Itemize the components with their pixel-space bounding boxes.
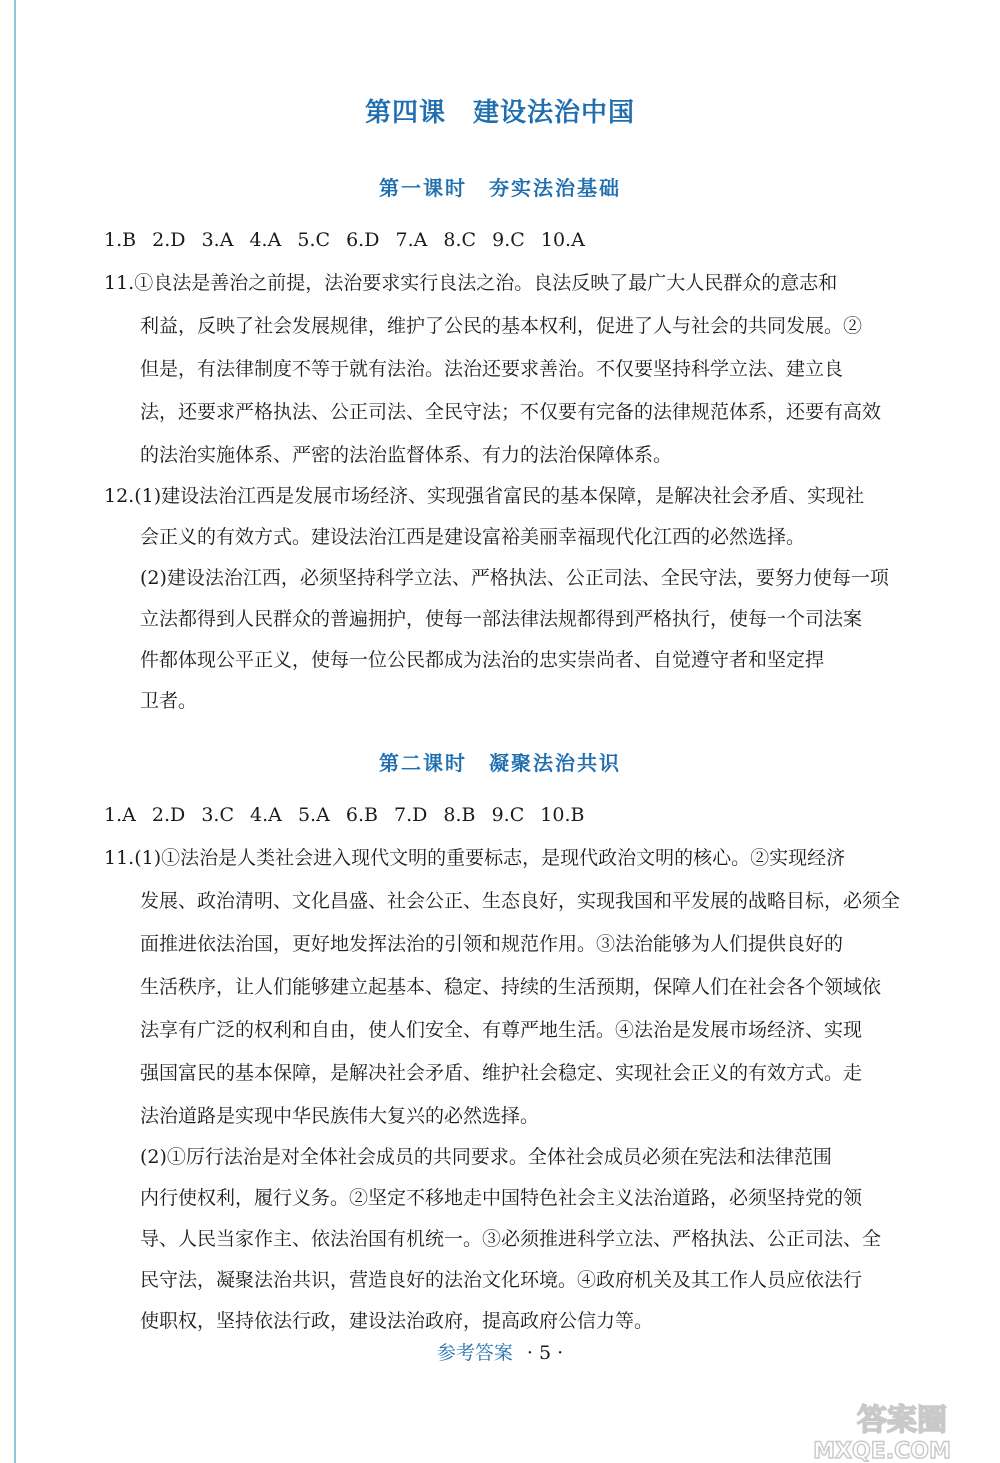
choice-answer: 10.B	[540, 804, 585, 826]
answer-line: 法治道路是实现中华民族伟大复兴的必然选择。	[140, 1105, 540, 1127]
answer-line: (2)①厉行法治是对全体社会成员的共同要求。全体社会成员必须在宪法和法律范围	[140, 1146, 832, 1168]
page-footer	[0, 1338, 1000, 1365]
lesson-title: 第四课 建设法治中国	[364, 98, 635, 128]
answer-line: 卫者。	[140, 690, 198, 712]
choice-answer: 7.D	[394, 804, 428, 826]
answer-line: 发展、政治清明、文化昌盛、社会公正、生态良好，实现我国和平发展的战略目标，必须全	[140, 890, 901, 912]
section2-title: 第二课时 凝聚法治共识	[379, 751, 621, 775]
choice-answer: 8.C	[443, 229, 477, 251]
answer-line: 民守法，凝聚法治共识，营造良好的法治文化环境。④政府机关及其工作人员应依法行	[140, 1269, 863, 1291]
answer-line: 利益，反映了社会发展规律，维护了公民的基本权利，促进了人与社会的共同发展。②	[140, 315, 863, 337]
answer-line: 法享有广泛的权利和自由，使人们安全、有尊严地生活。④法治是发展市场经济、实现	[140, 1019, 863, 1041]
choice-answer: 9.C	[492, 229, 525, 251]
choice-answer: 5.C	[297, 229, 331, 251]
answer-line: 会正义的有效方式。建设法治江西是建设富裕美丽幸福现代化江西的必然选择。	[140, 526, 806, 548]
choice-answer: 4.A	[250, 804, 282, 826]
answer-line: (2)建设法治江西，必须坚持科学立法、严格执法、公正司法、全民守法，要努力使每一项	[140, 567, 889, 589]
answer-line: 使职权，坚持依法行政，建设法治政府，提高政府公信力等。	[140, 1310, 654, 1332]
answer-line: 立法都得到人民群众的普遍拥护，使每一部法律法规都得到严格执行，使每一个司法案	[140, 608, 863, 630]
answer-line: 法，还要求严格执法、公正司法、全民守法；不仅要有完备的法律规范体系，还要有高效	[140, 401, 882, 423]
choice-answer: 6.B	[345, 804, 378, 826]
choice-answer: 9.C	[491, 804, 525, 826]
footer-label: 参考答案	[436, 1342, 513, 1364]
answer-line: 12.(1)建设法治江西是发展市场经济、实现强省富民的基本保障，是解决社会矛盾、实现社	[104, 485, 865, 507]
answer-line: 件都体现公平正义，使每一位公民都成为法治的忠实崇尚者、自觉遵守者和坚定捍	[140, 649, 825, 671]
choice-answer: 10.A	[540, 229, 585, 251]
section1-choice-answers	[104, 228, 595, 252]
answer-line: 11.①良法是善治之前提，法治要求实行良法之治。良法反映了最广大人民群众的意志和	[104, 272, 838, 294]
section1-title: 第一课时 夯实法治基础	[379, 176, 621, 200]
watermark-top-text: 答案圈	[857, 1403, 947, 1438]
answer-line: 的法治实施体系、严密的法治监督体系、有力的法治保障体系。	[140, 444, 673, 466]
answer-line: 强国富民的基本保障，是解决社会矛盾、维护社会稳定、实现社会正义的有效方式。走	[140, 1062, 863, 1084]
answer-line: 但是，有法律制度不等于就有法治。法治还要求善治。不仅要坚持科学立法、建立良	[140, 358, 844, 380]
choice-answer: 1.A	[104, 804, 136, 826]
choice-answer: 7.A	[395, 229, 428, 251]
page-number: · 5 ·	[526, 1342, 564, 1364]
watermark-bottom-text: MXQE.COM	[813, 1439, 951, 1462]
choice-answer: 4.A	[249, 229, 282, 251]
choice-answer: 8.B	[443, 804, 476, 826]
choice-answer: 5.A	[297, 804, 330, 826]
answer-line: 面推进依法治国，更好地发挥法治的引领和规范作用。③法治能够为人们提供良好的	[140, 933, 844, 955]
choice-answer: 3.A	[201, 229, 234, 251]
section2-choice-answers	[104, 803, 594, 827]
choice-answer: 2.D	[152, 229, 186, 251]
site-watermark-logo	[774, 1398, 974, 1462]
choice-answer: 2.D	[151, 804, 186, 826]
choice-answer: 1.B	[104, 229, 137, 251]
answer-line: 11.(1)①法治是人类社会进入现代文明的重要标志，是现代政治文明的核心。②实现经济	[104, 847, 846, 869]
choice-answer: 3.C	[201, 804, 234, 826]
page-edge-rule	[14, 0, 16, 1463]
answer-line: 内行使权利，履行义务。②坚定不移地走中国特色社会主义法治道路，必须坚持党的领	[140, 1187, 863, 1209]
answer-line: 生活秩序，让人们能够建立起基本、稳定、持续的生活预期，保障人们在社会各个领域依	[140, 976, 882, 998]
choice-answer: 6.D	[346, 229, 380, 251]
answer-line: 导、人民当家作主、依法治国有机统一。③必须推进科学立法、严格执法、公正司法、全	[140, 1228, 882, 1250]
